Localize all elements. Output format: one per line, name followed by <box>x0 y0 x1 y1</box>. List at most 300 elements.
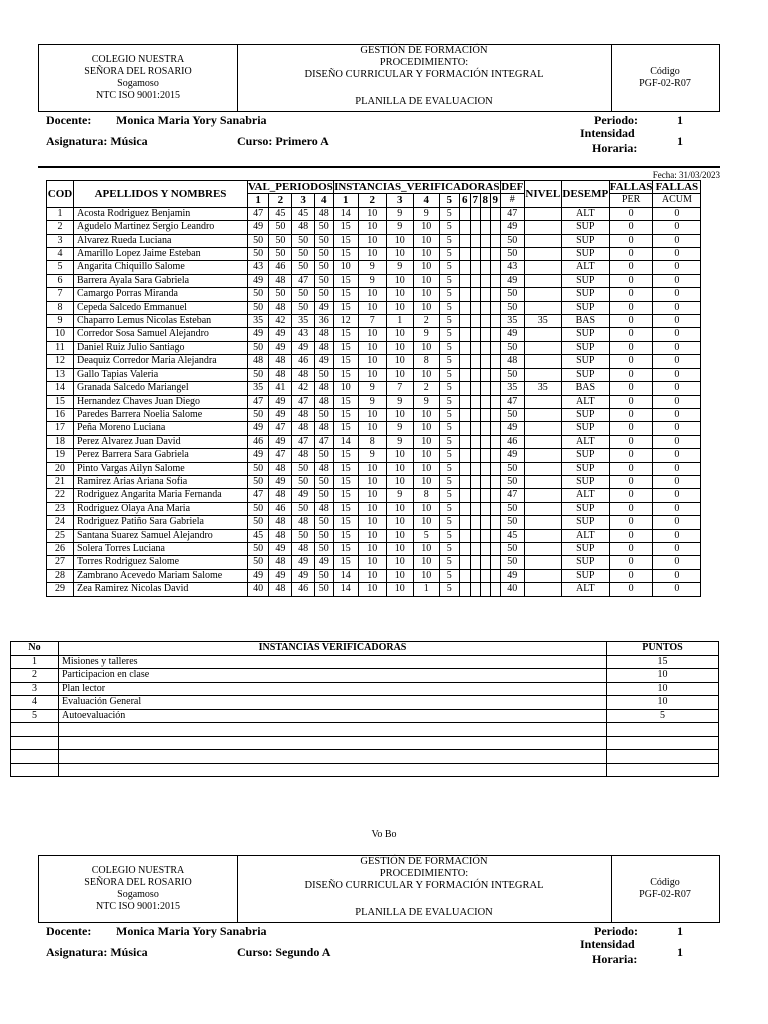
instancia-cell: 10 <box>413 569 439 582</box>
instancia-cell: 5 <box>439 315 459 328</box>
student-name: Torres Rodriguez Salome <box>74 556 248 569</box>
desemp-cell: SUP <box>561 516 609 529</box>
val-period-cell: 50 <box>292 502 314 515</box>
val-period-cell: 48 <box>314 422 333 435</box>
fallas-acum-cell: 0 <box>653 341 701 354</box>
fallas-acum-cell: 0 <box>653 556 701 569</box>
def-cell: 40 <box>500 583 524 596</box>
fallas-per-cell: 0 <box>609 382 653 395</box>
instancia-cell: 5 <box>439 408 459 421</box>
instancia-cell: 15 <box>333 328 358 341</box>
instancia-cell-empty <box>480 556 490 569</box>
instancia-cell-empty <box>459 435 470 448</box>
instancia-cell: 10 <box>386 569 413 582</box>
val-period-cell: 50 <box>248 502 269 515</box>
instancia-cell: 10 <box>386 341 413 354</box>
fallas-acum-cell: 0 <box>653 435 701 448</box>
instancia-cell: 5 <box>439 435 459 448</box>
instancia-cell: 5 <box>439 341 459 354</box>
instancia-cell-empty <box>459 422 470 435</box>
fallas-per-cell: 0 <box>609 449 653 462</box>
desemp-cell: ALT <box>561 261 609 274</box>
instancia-cell-empty <box>470 395 480 408</box>
val-period-cell: 50 <box>314 542 333 555</box>
instancia-cell: 15 <box>333 475 358 488</box>
student-name: Chaparro Lemus Nicolas Esteban <box>74 315 248 328</box>
fallas-per-cell: 0 <box>609 288 653 301</box>
instancia-cell: 10 <box>413 542 439 555</box>
instancia-cell: 10 <box>413 221 439 234</box>
instancia-cell-empty <box>480 569 490 582</box>
code-info <box>611 45 719 111</box>
instancia-cell: 15 <box>333 301 358 314</box>
val-period-cell: 48 <box>314 341 333 354</box>
desemp-cell: SUP <box>561 556 609 569</box>
val-period-cell: 49 <box>248 569 269 582</box>
instancia-cell: 10 <box>358 489 386 502</box>
instancia-cell: 5 <box>439 422 459 435</box>
asignatura: Asignatura: Música <box>46 945 148 959</box>
instancia-cell: 9 <box>386 395 413 408</box>
instancia-row-empty <box>11 736 719 750</box>
nivel-cell <box>524 556 561 569</box>
student-cod: 29 <box>47 583 74 596</box>
desemp-cell: SUP <box>561 328 609 341</box>
student-name: Rodriguez Olaya Ana Maria <box>74 502 248 515</box>
val-period-cell: 35 <box>292 315 314 328</box>
val-period-header: 3 <box>292 194 314 207</box>
instancia-no: 2 <box>11 669 59 683</box>
docente-value: Monica Maria Yory Sanabria <box>116 924 267 938</box>
instancia-cell: 1 <box>413 583 439 596</box>
val-period-cell: 48 <box>269 529 292 542</box>
student-cod: 13 <box>47 368 74 381</box>
instancia-row <box>11 669 719 683</box>
instancia-cell-empty <box>470 301 480 314</box>
instancia-cell-empty <box>480 516 490 529</box>
instancia-cell-empty <box>470 449 480 462</box>
student-cod: 2 <box>47 221 74 234</box>
instancia-header: 9 <box>490 194 500 207</box>
student-name: Pinto Vargas Ailyn Salome <box>74 462 248 475</box>
student-name: Peña Moreno Luciana <box>74 422 248 435</box>
instancia-cell-empty <box>459 248 470 261</box>
def-cell: 49 <box>500 328 524 341</box>
nivel-cell <box>524 288 561 301</box>
school-iso: NTC ISO 9001:2015 <box>96 90 180 101</box>
def-cell: 50 <box>500 462 524 475</box>
instancia-cell-empty <box>470 569 480 582</box>
table-row <box>47 288 701 301</box>
instancia-cell: 8 <box>413 355 439 368</box>
val-period-cell: 50 <box>314 274 333 287</box>
desemp-cell: ALT <box>561 529 609 542</box>
instancia-cell-empty <box>470 529 480 542</box>
instancia-cell-empty <box>459 315 470 328</box>
col-nivel: NIVEL <box>524 181 561 208</box>
instancia-cell: 10 <box>358 462 386 475</box>
student-name: Perez Barrera Sara Gabriela <box>74 449 248 462</box>
instancia-cell: 5 <box>439 368 459 381</box>
instancia-cell: 15 <box>333 542 358 555</box>
fallas-acum-cell: 0 <box>653 328 701 341</box>
instancia-cell-empty <box>470 368 480 381</box>
instancia-cell-empty <box>480 422 490 435</box>
instancia-cell: 10 <box>333 261 358 274</box>
instancia-cell-empty <box>459 328 470 341</box>
instancia-header: 6 <box>459 194 470 207</box>
col-def: DEF <box>501 181 524 193</box>
instancia-cell-empty <box>490 408 500 421</box>
instancia-cell: 15 <box>333 248 358 261</box>
val-period-cell: 50 <box>314 248 333 261</box>
school-name-line2: SEÑORA DEL ROSARIO <box>84 877 192 888</box>
student-cod: 15 <box>47 395 74 408</box>
instancia-cell-empty <box>459 382 470 395</box>
table-row <box>47 274 701 287</box>
instancia-cell-empty <box>490 288 500 301</box>
instancia-cell: 10 <box>413 234 439 247</box>
instancia-cell-empty <box>470 234 480 247</box>
procedure-line3: DISEÑO CURRICULAR Y FORMACIÓN INTEGRAL <box>304 69 544 80</box>
student-name: Rodriguez Angarita Maria Fernanda <box>74 489 248 502</box>
instancia-cell-empty <box>480 288 490 301</box>
val-period-cell: 47 <box>314 435 333 448</box>
table-row <box>47 355 701 368</box>
instancia-cell-empty <box>470 542 480 555</box>
intensidad-value: 1 <box>677 134 683 148</box>
instancia-cell: 8 <box>358 435 386 448</box>
instancia-header: 8 <box>480 194 490 207</box>
nivel-cell <box>524 234 561 247</box>
def-cell: 47 <box>500 489 524 502</box>
fallas-acum-cell: 0 <box>653 583 701 596</box>
empty-cell <box>59 736 607 750</box>
instancia-cell-empty <box>480 207 490 220</box>
instancia-cell: 10 <box>358 569 386 582</box>
instancia-cell: 10 <box>386 462 413 475</box>
def-cell: 43 <box>500 261 524 274</box>
table-row <box>47 368 701 381</box>
instancia-cell: 15 <box>333 516 358 529</box>
val-period-cell: 41 <box>269 382 292 395</box>
val-period-cell: 48 <box>292 516 314 529</box>
val-period-cell: 50 <box>248 368 269 381</box>
val-period-cell: 50 <box>292 462 314 475</box>
instancia-cell-empty <box>480 328 490 341</box>
instancia-cell: 10 <box>413 516 439 529</box>
instancia-cell: 10 <box>358 516 386 529</box>
table-row <box>47 301 701 314</box>
instancia-cell-empty <box>490 422 500 435</box>
desemp-cell: SUP <box>561 341 609 354</box>
student-name: Zea Ramirez Nicolas David <box>74 583 248 596</box>
val-period-cell: 50 <box>314 234 333 247</box>
fallas-per-cell: 0 <box>609 422 653 435</box>
instancia-cell: 10 <box>413 435 439 448</box>
nivel-cell <box>524 516 561 529</box>
empty-cell <box>59 763 607 777</box>
fallas-acum-cell: 0 <box>653 502 701 515</box>
fecha: Fecha: 31/03/2023 <box>652 170 720 180</box>
instancia-cell-empty <box>490 569 500 582</box>
val-period-cell: 50 <box>269 221 292 234</box>
school-city: Sogamoso <box>117 78 159 89</box>
instancia-cell-empty <box>470 315 480 328</box>
school-info <box>39 856 238 922</box>
table-row <box>47 408 701 421</box>
fallas-acum-cell: 0 <box>653 462 701 475</box>
instancia-cell: 9 <box>358 449 386 462</box>
desemp-cell: SUP <box>561 462 609 475</box>
fallas-per-cell: 0 <box>609 475 653 488</box>
nivel-cell <box>524 368 561 381</box>
student-name: Deaquiz Corredor Maria Alejandra <box>74 355 248 368</box>
instancia-cell: 10 <box>358 368 386 381</box>
periodo-label: Periodo: <box>594 924 638 938</box>
instancia-name: Autoevaluación <box>59 709 607 723</box>
student-cod: 9 <box>47 315 74 328</box>
school-name-line1: COLEGIO NUESTRA <box>91 865 185 876</box>
instancia-cell: 10 <box>358 556 386 569</box>
school-info <box>39 45 238 111</box>
instancia-cell-empty <box>480 489 490 502</box>
val-period-cell: 50 <box>248 288 269 301</box>
instancia-puntos: 5 <box>607 709 719 723</box>
nivel-cell <box>524 274 561 287</box>
instancia-cell: 14 <box>333 583 358 596</box>
instancia-cell-empty <box>480 435 490 448</box>
instancia-cell: 5 <box>439 301 459 314</box>
instancia-cell-empty <box>459 556 470 569</box>
inst-col-puntos: PUNTOS <box>607 642 719 656</box>
fallas-per-cell: 0 <box>609 248 653 261</box>
instancia-cell-empty <box>480 368 490 381</box>
val-period-cell: 48 <box>269 368 292 381</box>
val-period-cell: 49 <box>248 274 269 287</box>
instancia-row-empty <box>11 750 719 764</box>
instancia-cell: 15 <box>333 449 358 462</box>
fallas-acum-cell: 0 <box>653 475 701 488</box>
student-name: Amarillo Lopez Jaime Esteban <box>74 248 248 261</box>
instancia-row <box>11 709 719 723</box>
nivel-cell <box>524 261 561 274</box>
fallas-acum-cell: 0 <box>653 221 701 234</box>
form-header <box>38 44 720 112</box>
table-row <box>47 435 701 448</box>
instancia-cell-empty <box>459 234 470 247</box>
table-row <box>47 516 701 529</box>
instancia-cell-empty <box>470 261 480 274</box>
instancia-cell: 10 <box>413 261 439 274</box>
instancia-cell: 5 <box>439 274 459 287</box>
desemp-cell: SUP <box>561 475 609 488</box>
val-period-cell: 48 <box>269 301 292 314</box>
val-period-cell: 50 <box>314 475 333 488</box>
val-period-cell: 47 <box>292 395 314 408</box>
def-cell: 50 <box>500 542 524 555</box>
val-period-cell: 46 <box>292 583 314 596</box>
code-value: PGF-02-R07 <box>639 78 691 89</box>
instancia-cell: 10 <box>386 516 413 529</box>
desemp-cell: BAS <box>561 315 609 328</box>
docente-value: Monica Maria Yory Sanabria <box>116 113 267 127</box>
val-period-cell: 49 <box>269 341 292 354</box>
instancia-cell: 10 <box>358 207 386 220</box>
val-period-cell: 50 <box>248 556 269 569</box>
asignatura: Asignatura: Música <box>46 134 148 148</box>
val-period-cell: 47 <box>248 489 269 502</box>
fallas-acum-cell: 0 <box>653 408 701 421</box>
instancia-cell-empty <box>480 221 490 234</box>
instancia-cell-empty <box>470 556 480 569</box>
instancia-cell-empty <box>459 449 470 462</box>
col-nombres: APELLIDOS Y NOMBRES <box>74 181 248 208</box>
val-period-cell: 35 <box>248 315 269 328</box>
school-name-line2: SEÑORA DEL ROSARIO <box>84 66 192 77</box>
instancia-cell: 9 <box>413 395 439 408</box>
val-period-cell: 50 <box>314 368 333 381</box>
table-row <box>47 248 701 261</box>
val-period-cell: 48 <box>292 368 314 381</box>
fallas-per-header: PER <box>609 194 653 207</box>
val-period-cell: 50 <box>292 248 314 261</box>
val-period-cell: 49 <box>269 569 292 582</box>
instancia-cell: 9 <box>413 207 439 220</box>
student-cod: 23 <box>47 502 74 515</box>
student-cod: 6 <box>47 274 74 287</box>
table-row <box>47 234 701 247</box>
instancia-cell: 5 <box>439 556 459 569</box>
instancia-cell: 5 <box>439 516 459 529</box>
instancia-cell: 15 <box>333 341 358 354</box>
col-instancias: INSTANCIAS_VERIFICADORAS <box>334 181 500 193</box>
val-period-cell: 50 <box>314 516 333 529</box>
def-cell: 50 <box>500 368 524 381</box>
val-period-cell: 48 <box>314 328 333 341</box>
instancia-cell: 15 <box>333 408 358 421</box>
inst-col-no: No <box>11 642 59 656</box>
instancia-cell: 15 <box>333 395 358 408</box>
procedure-line1: GESTIÓN DE FORMACIÓN <box>360 856 488 867</box>
student-cod: 22 <box>47 489 74 502</box>
table-row <box>47 328 701 341</box>
nivel-cell <box>524 395 561 408</box>
nivel-cell <box>524 422 561 435</box>
instancia-cell-empty <box>470 248 480 261</box>
def-cell: 47 <box>500 395 524 408</box>
form-title: PLANILLA DE EVALUACION <box>355 96 493 107</box>
instancia-cell-empty <box>490 556 500 569</box>
empty-cell <box>607 723 719 737</box>
instancia-cell-empty <box>470 489 480 502</box>
val-period-cell: 49 <box>314 355 333 368</box>
val-period-cell: 46 <box>269 502 292 515</box>
instancia-cell-empty <box>490 449 500 462</box>
instancia-header: 7 <box>470 194 480 207</box>
instancia-no: 3 <box>11 682 59 696</box>
val-period-cell: 48 <box>269 274 292 287</box>
fallas-acum-cell: 0 <box>653 248 701 261</box>
instancia-row <box>11 696 719 710</box>
val-period-cell: 50 <box>248 341 269 354</box>
instancia-cell: 1 <box>386 315 413 328</box>
student-cod: 27 <box>47 556 74 569</box>
fallas-acum-cell: 0 <box>653 234 701 247</box>
instancia-name: Evaluación General <box>59 696 607 710</box>
instancia-cell: 10 <box>386 529 413 542</box>
school-city: Sogamoso <box>117 889 159 900</box>
instancia-cell: 9 <box>386 422 413 435</box>
student-cod: 19 <box>47 449 74 462</box>
empty-cell <box>59 723 607 737</box>
instancia-cell-empty <box>490 207 500 220</box>
instancia-cell: 10 <box>413 556 439 569</box>
nivel-cell <box>524 341 561 354</box>
instancia-cell-empty <box>490 301 500 314</box>
table-row <box>47 261 701 274</box>
instancia-cell-empty <box>459 516 470 529</box>
table-row <box>47 395 701 408</box>
code-value: PGF-02-R07 <box>639 889 691 900</box>
fallas-per-cell: 0 <box>609 315 653 328</box>
empty-cell <box>11 763 59 777</box>
instancia-cell: 9 <box>386 435 413 448</box>
val-period-cell: 45 <box>248 529 269 542</box>
val-period-cell: 35 <box>248 382 269 395</box>
nivel-cell <box>524 301 561 314</box>
student-name: Rodriguez Patiño Sara Gabriela <box>74 516 248 529</box>
instancia-cell-empty <box>490 341 500 354</box>
periodo-value: 1 <box>677 924 683 938</box>
instancia-cell-empty <box>470 422 480 435</box>
instancia-cell: 10 <box>413 248 439 261</box>
student-cod: 10 <box>47 328 74 341</box>
instancia-cell: 10 <box>386 328 413 341</box>
def-cell: 50 <box>500 234 524 247</box>
val-period-cell: 50 <box>314 569 333 582</box>
val-period-cell: 47 <box>248 207 269 220</box>
instancia-cell: 5 <box>439 489 459 502</box>
student-cod: 14 <box>47 382 74 395</box>
instancia-cell-empty <box>480 355 490 368</box>
val-period-cell: 36 <box>314 315 333 328</box>
instancia-cell-empty <box>490 475 500 488</box>
desemp-cell: SUP <box>561 234 609 247</box>
student-name: Solera Torres Luciana <box>74 542 248 555</box>
instancia-cell-empty <box>490 234 500 247</box>
student-name: Barrera Ayala Sara Gabriela <box>74 274 248 287</box>
instancia-cell: 15 <box>333 462 358 475</box>
fallas-acum-cell: 0 <box>653 529 701 542</box>
nivel-cell <box>524 221 561 234</box>
instancia-cell-empty <box>490 328 500 341</box>
fallas-acum-cell: 0 <box>653 516 701 529</box>
nivel-cell <box>524 435 561 448</box>
def-cell: 50 <box>500 248 524 261</box>
instancia-cell-empty <box>459 489 470 502</box>
instancia-cell: 5 <box>439 207 459 220</box>
instancia-cell: 10 <box>413 449 439 462</box>
nivel-cell <box>524 462 561 475</box>
student-name: Paredes Barrera Noelia Salome <box>74 408 248 421</box>
instancia-cell: 5 <box>439 502 459 515</box>
fallas-acum-cell: 0 <box>653 489 701 502</box>
instancia-cell-empty <box>470 341 480 354</box>
instancia-cell-empty <box>490 315 500 328</box>
instancia-cell-empty <box>490 368 500 381</box>
instancia-cell-empty <box>480 274 490 287</box>
